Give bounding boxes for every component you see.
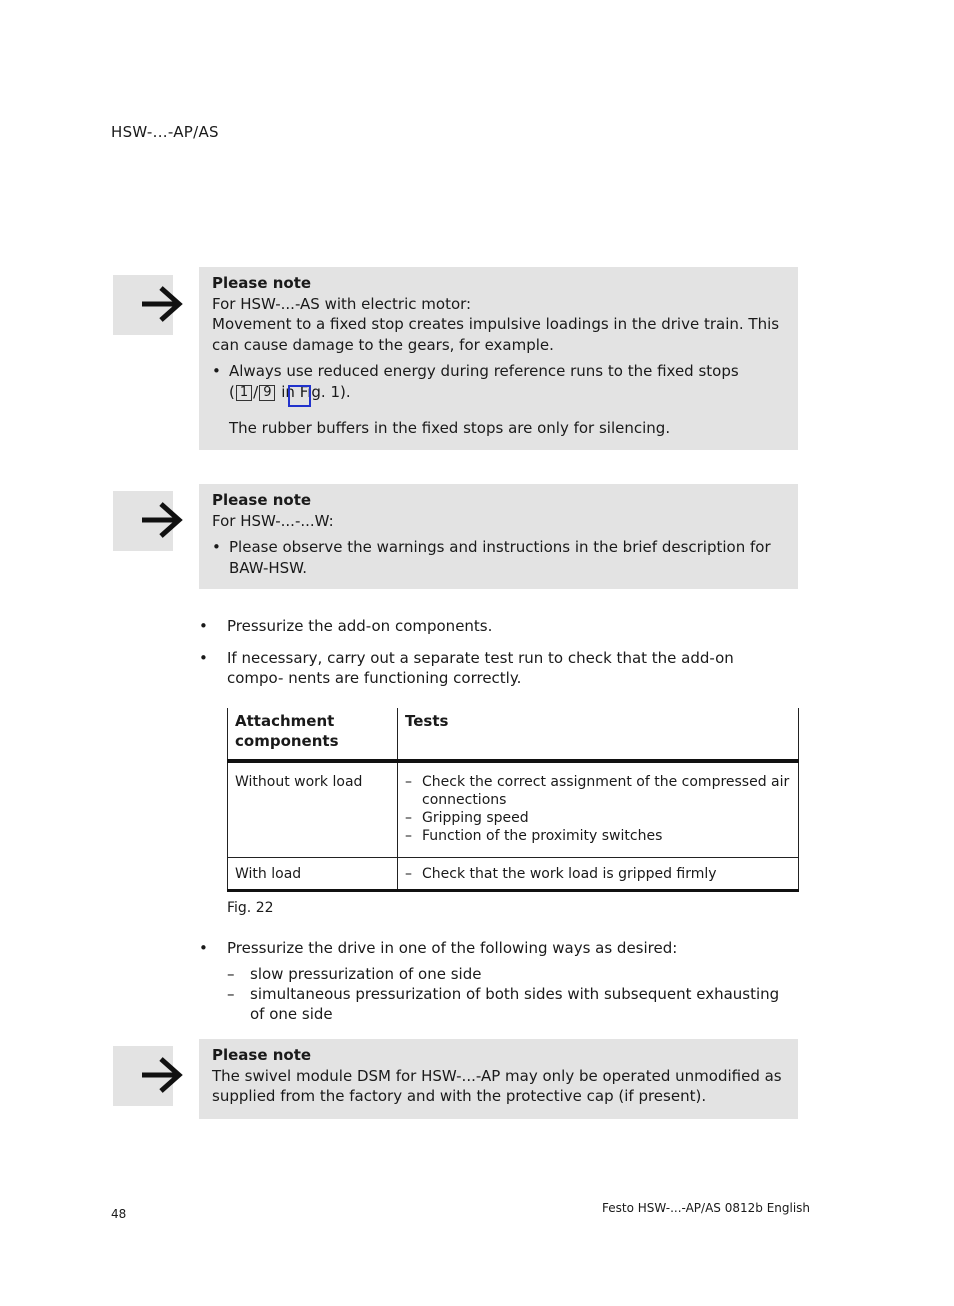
note-title: Please note	[212, 274, 312, 292]
test-item: – Function of the proximity switches	[405, 827, 791, 845]
page-number: 48	[111, 1207, 127, 1221]
table-row	[228, 857, 799, 890]
table-cell-label: Without work load	[228, 761, 398, 857]
note-w-variant	[199, 484, 798, 589]
table-cell-label: With load	[228, 857, 398, 890]
arrow-right-icon	[139, 500, 185, 540]
ref-paren: (	[229, 382, 235, 401]
note-arrow-box	[113, 1046, 173, 1106]
note-swivel-module	[199, 1039, 798, 1119]
selection-cursor-box	[288, 385, 311, 407]
step-bullet: • Pressurize the add-on components.	[199, 616, 799, 636]
option-item: – simultaneous pressurization of both sides with subsequent exhausting of one side	[227, 984, 797, 1024]
note-electric-motor	[199, 267, 798, 450]
step-bullet: • Pressurize the drive in one of the following ways as desired:	[199, 938, 799, 958]
note-arrow-box	[113, 275, 173, 335]
ref-number-9: 9	[259, 385, 275, 401]
note-bullet: • Please observe the warnings and instructions in the brief description for BAW-HSW.	[212, 537, 785, 578]
table-cell-tests	[398, 761, 799, 857]
table-row	[228, 761, 799, 857]
step-bullet: • If necessary, carry out a separate test run to check that the add-on compo- nents are functioning correctly.	[199, 648, 789, 688]
ref-number-1: 1	[236, 385, 252, 401]
test-item: – Check that the work load is gripped firmly	[405, 865, 791, 883]
table-header-attachment: Attachment components	[228, 708, 398, 761]
note-text: Movement to a fixed stop creates impulsive loadings in the drive train. This can cause damage to the gears, for example.	[212, 315, 780, 354]
note-title: Please note	[212, 1046, 312, 1064]
table-cell-tests	[398, 857, 799, 890]
note-arrow-box	[113, 491, 173, 551]
ref-figure-link[interactable]: in Fig. 1).	[276, 382, 351, 401]
note-text: The swivel module DSM for HSW-...-AP may only be operated unmodified as supplied from the factory and with the protective cap (if present).	[212, 1066, 782, 1105]
ref-separator: /	[253, 382, 259, 401]
test-item: – Gripping speed	[405, 809, 791, 827]
page-header-title: HSW-...-AP/AS	[111, 123, 219, 141]
option-item: – slow pressurization of one side	[227, 964, 797, 984]
arrow-right-icon	[139, 284, 185, 324]
note-text: For HSW-...-...W:	[212, 511, 334, 530]
footer-doc-id: Festo HSW-...-AP/AS 0812b English	[602, 1201, 811, 1215]
note-extra-text: The rubber buffers in the fixed stops are only for silencing.	[229, 419, 671, 437]
arrow-right-icon	[139, 1055, 185, 1095]
table-header-row	[228, 708, 799, 761]
test-item: – Check the correct assignment of the compressed air connections	[405, 773, 791, 809]
tests-table	[227, 708, 799, 892]
note-title: Please note	[212, 491, 312, 509]
figure-caption: Fig. 22	[227, 900, 274, 916]
table-header-tests: Tests	[398, 708, 799, 761]
note-text: For HSW-...-AS with electric motor:	[212, 294, 472, 313]
note-bullet-text: Always use reduced energy during reference runs to the fixed stops	[229, 362, 739, 380]
